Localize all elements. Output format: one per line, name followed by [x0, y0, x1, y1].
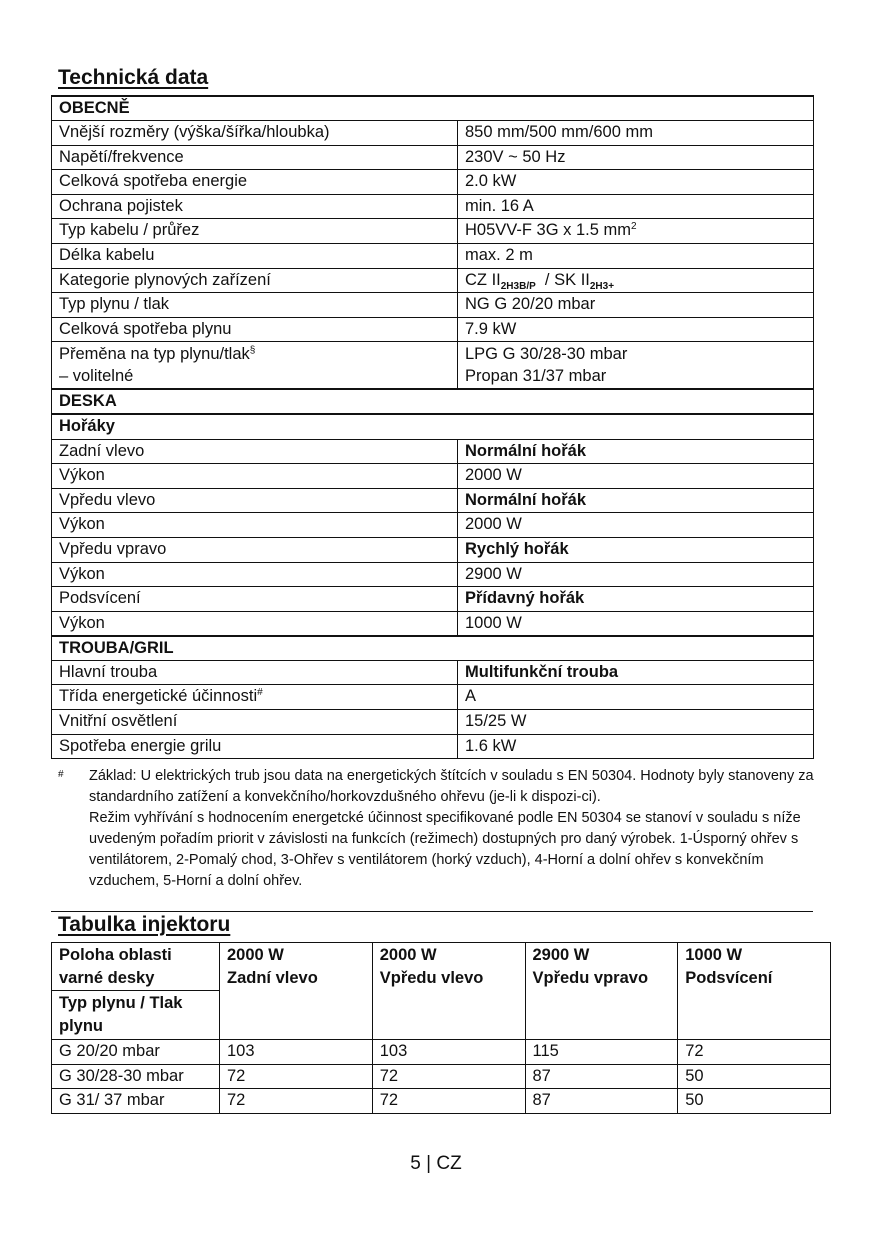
corner-header-position: Poloha oblasti varné desky [52, 943, 220, 991]
table-row [52, 268, 814, 293]
section-row [52, 414, 814, 439]
row-value [458, 219, 814, 244]
row-label: Výkon [52, 562, 458, 587]
superscript: § [249, 345, 256, 357]
table-row [52, 194, 814, 219]
table-cell: 72 [220, 1064, 373, 1089]
row-label: Kategorie plynových zařízení [52, 268, 458, 293]
row-value: Přídavný hořák [458, 587, 814, 612]
table-row [52, 219, 814, 244]
table-cell: 50 [678, 1089, 831, 1114]
superscript: # [257, 687, 263, 699]
column-name: Vpředu vpravo [532, 969, 649, 987]
column-power: 2900 W [532, 946, 590, 964]
table-row [52, 1089, 831, 1114]
row-label: Napětí/frekvence [52, 145, 458, 170]
section-hob-header: DESKA [52, 389, 814, 414]
row-label: Výkon [52, 464, 458, 489]
row-label: Celková spotřeba energie [52, 170, 458, 195]
table-row [52, 244, 814, 269]
page-title: Technická data [58, 66, 209, 89]
row-label: Ochrana pojistek [52, 194, 458, 219]
table-row [52, 342, 814, 390]
table-row [52, 121, 814, 146]
row-value: max. 2 m [458, 244, 814, 269]
corner-header-gas: Typ plynu / Tlak plynu [52, 991, 220, 1040]
row-label: Typ plynu / tlak [52, 293, 458, 318]
row-label: Vpředu vlevo [52, 488, 458, 513]
table-cell: 103 [372, 1040, 525, 1065]
row-value: NG G 20/20 mbar [458, 293, 814, 318]
row-label: Podsvícení [52, 587, 458, 612]
column-header [220, 943, 373, 1040]
row-label: Zadní vlevo [52, 439, 458, 464]
row-value: min. 16 A [458, 194, 814, 219]
table-row [52, 587, 814, 612]
injector-table-title: Tabulka injektoru [58, 913, 231, 936]
row-label: Délka kabelu [52, 244, 458, 269]
subscript: 2H3+ [589, 280, 615, 292]
row-value: 850 mm/500 mm/600 mm [458, 121, 814, 146]
footnote-paragraph: Režim vyhřívání s hodnocením energetcké účinnost specifikované podle EN 50304 se stanoví v souladu s níže uvedeným pořadím priorit v závislosti na funkcích (režimech) dostupných pro daný výrobek. 1-Úsporný ohřev s ventilátorem, 2-Pomalý chod, 3-Ohřev s ventilátorem (horký vzduch), 4-Horní a dolní ohřev s konvekčním vzduchem, 5-Horní a dolní ohřev. [89, 810, 801, 889]
row-label [52, 342, 458, 390]
section-oven-header: TROUBA/GRIL [52, 636, 814, 661]
row-label: Výkon [52, 513, 458, 538]
table-cell: 103 [220, 1040, 373, 1065]
table-row [52, 170, 814, 195]
table-row [52, 1040, 831, 1065]
row-value: 230V ~ 50 Hz [458, 145, 814, 170]
row-label: Typ kabelu / průřez [52, 219, 458, 244]
row-value [458, 268, 814, 293]
row-value: 1000 W [458, 611, 814, 636]
row-label [52, 685, 458, 710]
table-row [52, 317, 814, 342]
gas-type-cell: G 30/28-30 mbar [52, 1064, 220, 1089]
table-cell: 87 [525, 1064, 678, 1089]
energy-class-label: Třída energetické účinnosti [59, 687, 258, 706]
page-number: 5 | CZ [410, 1153, 462, 1174]
row-value: 7.9 kW [458, 317, 814, 342]
table-row [52, 734, 814, 759]
table-cell: 50 [678, 1064, 831, 1089]
table-row [52, 537, 814, 562]
table-cell: 87 [525, 1089, 678, 1114]
column-name: Podsvícení [685, 969, 773, 987]
row-value: 2000 W [458, 464, 814, 489]
conversion-value-propane: Propan 31/37 mbar [465, 367, 607, 386]
gas-type-cell: G 20/20 mbar [52, 1040, 220, 1065]
row-value [458, 342, 814, 390]
row-value: 2000 W [458, 513, 814, 538]
table-row [52, 145, 814, 170]
column-power: 1000 W [685, 946, 743, 964]
row-value: Normální hořák [458, 439, 814, 464]
gas-category-cz: CZ II [465, 270, 501, 289]
table-row [52, 685, 814, 710]
subscript: 2H3B/P [500, 280, 536, 292]
gas-category-sk: / SK II [535, 270, 590, 289]
divider [51, 911, 813, 912]
row-label: Výkon [52, 611, 458, 636]
table-row [52, 488, 814, 513]
column-name: Vpředu vlevo [379, 969, 484, 987]
footnote [58, 766, 814, 892]
conversion-label-optional: – volitelné [59, 367, 134, 386]
row-value: 1.6 kW [458, 734, 814, 759]
gas-type-cell: G 31/ 37 mbar [52, 1089, 220, 1114]
column-header [678, 943, 831, 1040]
row-value: Multifunkční trouba [458, 660, 814, 685]
footnote-paragraph: Základ: U elektrických trub jsou data na energetických štítcích v souladu s EN 50304. Hodnoty byly stanoveny za standardního zatížení a konvekčního/horkovzdušného ohřevu (je-li k dispozi-ci). [89, 768, 814, 805]
row-label: Spotřeba energie grilu [52, 734, 458, 759]
table-row [52, 513, 814, 538]
cable-type-value: H05VV-F 3G x 1.5 mm [465, 221, 631, 240]
row-label: Celková spotřeba plynu [52, 317, 458, 342]
footnote-mark: # [58, 769, 64, 780]
row-value: A [458, 685, 814, 710]
section-row [52, 636, 814, 661]
section-general-header: OBECNĚ [52, 96, 814, 121]
conversion-value-lpg: LPG G 30/28-30 mbar [465, 345, 628, 364]
section-burners-subheader: Hořáky [52, 414, 814, 439]
table-row [52, 660, 814, 685]
superscript: 2 [630, 221, 637, 233]
column-power: 2000 W [379, 946, 437, 964]
row-label: Hlavní trouba [52, 660, 458, 685]
table-row [52, 1064, 831, 1089]
row-value: Normální hořák [458, 488, 814, 513]
table-cell: 72 [372, 1064, 525, 1089]
table-cell: 115 [525, 1040, 678, 1065]
row-label: Vpředu vpravo [52, 537, 458, 562]
injector-table [51, 942, 831, 1114]
row-value: 2900 W [458, 562, 814, 587]
column-name: Zadní vlevo [227, 969, 318, 987]
row-value: 2.0 kW [458, 170, 814, 195]
table-row [52, 464, 814, 489]
table-cell: 72 [678, 1040, 831, 1065]
row-value: 15/25 W [458, 710, 814, 735]
technical-data-table [51, 95, 814, 759]
table-row [52, 611, 814, 636]
table-cell: 72 [372, 1089, 525, 1114]
column-header [525, 943, 678, 1040]
row-label: Vnitřní osvětlení [52, 710, 458, 735]
conversion-label: Přeměna na typ plynu/tlak [59, 345, 250, 364]
table-cell: 72 [220, 1089, 373, 1114]
section-row [52, 389, 814, 414]
column-header [372, 943, 525, 1040]
column-power: 2000 W [227, 946, 284, 964]
row-label: Vnější rozměry (výška/šířka/hloubka) [52, 121, 458, 146]
table-row [52, 710, 814, 735]
table-row [52, 293, 814, 318]
table-header-row [52, 943, 831, 991]
section-row [52, 96, 814, 121]
table-row [52, 439, 814, 464]
row-value: Rychlý hořák [458, 537, 814, 562]
table-row [52, 562, 814, 587]
